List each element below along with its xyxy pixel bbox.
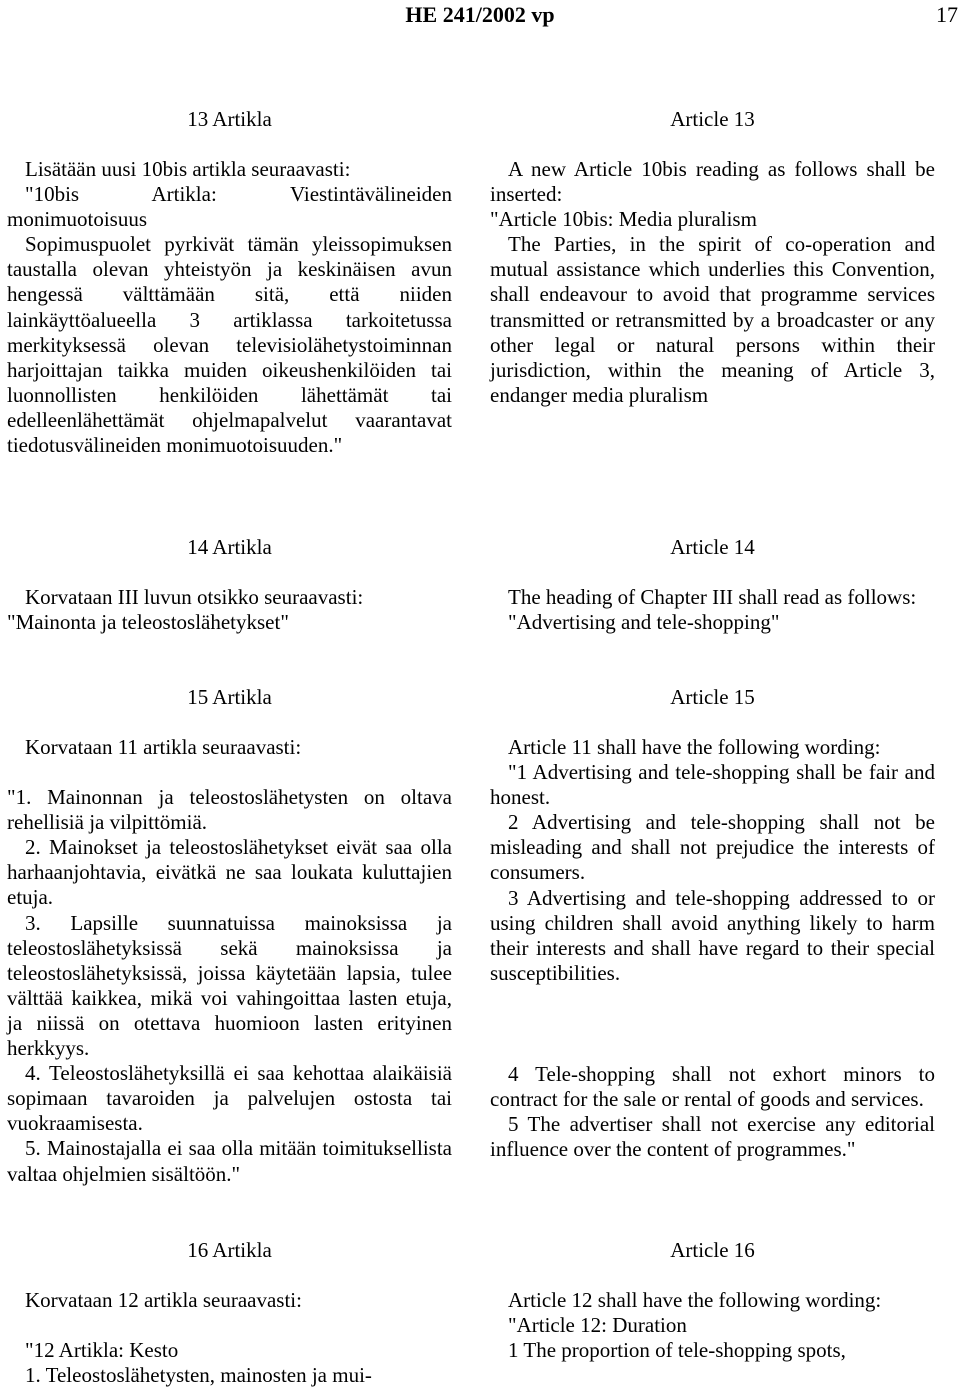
article-heading: Article 15	[670, 685, 755, 709]
paragraph: "Advertising and tele-shopping"	[508, 610, 780, 635]
article-15-en-continued	[490, 1062, 935, 1162]
paragraph: 1 The proportion of tele-shopping spots,	[508, 1338, 846, 1363]
paragraph: Korvataan 12 artikla seuraavasti:	[25, 1288, 302, 1312]
article-13-fi	[7, 107, 452, 458]
paragraph: 4. Teleostoslähetyksillä ei saa kehottaa alaikäisiä sopimaan tavaroiden ja palvelujen ostosta tai vuokraamisesta.	[7, 1061, 452, 1136]
article-15-en	[490, 685, 935, 986]
document-reference: HE 241/2002 vp	[405, 2, 555, 27]
paragraph: Article 12 shall have the following wording:	[508, 1288, 882, 1312]
paragraph: The Parties, in the spirit of co-operation and mutual assistance which underlies this Convention, shall endeavour to avoid that programme services transmitted or retransmitted by a broadcaster or any other legal or natural persons within their jurisdiction, within the meaning of Article 3, endanger media pluralism	[490, 232, 935, 407]
paragraph: 5 The advertiser shall not exercise any editorial influence over the content of programmes."	[490, 1112, 935, 1162]
page-number: 17	[936, 2, 958, 27]
article-16-fi	[7, 1238, 452, 1388]
article-14-en	[490, 535, 935, 635]
paragraph: 2. Mainokset ja teleostoslähetykset eivät saa olla harhaanjohtavia, eivätkä ne saa loukata kuluttajien etuja.	[7, 835, 452, 910]
paragraph: The heading of Chapter III shall read as follows:	[508, 585, 917, 609]
paragraph: "Mainonta ja teleostoslähetykset"	[7, 610, 289, 635]
paragraph: "1 Advertising and tele-shopping shall be fair and honest.	[490, 760, 935, 810]
paragraph: "Article 10bis: Media pluralism	[490, 207, 757, 232]
article-heading: 13 Artikla	[187, 107, 272, 131]
paragraph: 1. Teleostoslähetysten, mainosten ja mui-	[25, 1363, 372, 1388]
article-heading: Article 14	[670, 535, 755, 559]
paragraph: Korvataan 11 artikla seuraavasti:	[25, 735, 302, 759]
article-heading: Article 16	[670, 1238, 755, 1262]
paragraph: 4 Tele-shopping shall not exhort minors to contract for the sale or rental of goods and services.	[490, 1062, 935, 1112]
paragraph: Sopimuspuolet pyrkivät tämän yleissopimuksen taustalla olevan yhteistyön ja keskinäisen avun hengessä välttämään sitä, että niiden lainkäyttöalueella 3 artiklassa tarkoitetussa merkityksessä olevan televisiolähetystoiminnan harjoittajan taikka muiden oikeushenkilöiden tai luonnollisten henkilöiden lähettämät tai edelleenlähettämät ohjelmapalvelut vaarantavat tiedotusvälineiden monimuotoisuuden."	[7, 232, 452, 458]
article-14-fi	[7, 535, 452, 635]
article-heading: 15 Artikla	[187, 685, 272, 709]
page-header	[0, 0, 960, 30]
article-15-fi	[7, 685, 452, 1187]
article-16-en	[490, 1238, 935, 1363]
paragraph: "1. Mainonnan ja teleostoslähetysten on oltava rehellisiä ja vilpittömiä.	[7, 785, 452, 835]
paragraph: 2 Advertising and tele-shopping shall not be misleading and shall not prejudice the interests of consumers.	[490, 810, 935, 885]
paragraph: "12 Artikla: Kesto	[25, 1338, 179, 1363]
paragraph: Lisätään uusi 10bis artikla seuraavasti:	[25, 157, 351, 181]
article-13-en	[490, 107, 935, 408]
paragraph: 5. Mainostajalla ei saa olla mitään toimituksellista valtaa ohjelmien sisältöön."	[7, 1136, 452, 1186]
paragraph: Korvataan III luvun otsikko seuraavasti:	[25, 585, 364, 609]
paragraph: 3 Advertising and tele-shopping addressed to or using children shall avoid anything likely to harm their interests and shall have regard to their special susceptibilities.	[490, 885, 935, 985]
paragraph: "10bis Artikla: Viestintävälineiden monimuotoisuus	[7, 182, 452, 232]
article-heading: 14 Artikla	[187, 535, 272, 559]
paragraph: 3. Lapsille suunnatuissa mainoksissa ja teleostoslähetyksissä sekä mainoksissa ja teleostoslähetyksissä, joissa käytetään lapsia, tulee välttää kaikkea, mikä voi vahingoittaa lasten etuja, ja niissä on otettava huomioon lasten erityinen herkkyys.	[7, 910, 452, 1061]
paragraph: A new Article 10bis reading as follows shall be inserted:	[490, 157, 935, 207]
paragraph: Article 11 shall have the following wording:	[508, 735, 881, 759]
paragraph: "Article 12: Duration	[508, 1313, 687, 1338]
article-heading: 16 Artikla	[187, 1238, 272, 1262]
article-heading: Article 13	[670, 107, 755, 131]
